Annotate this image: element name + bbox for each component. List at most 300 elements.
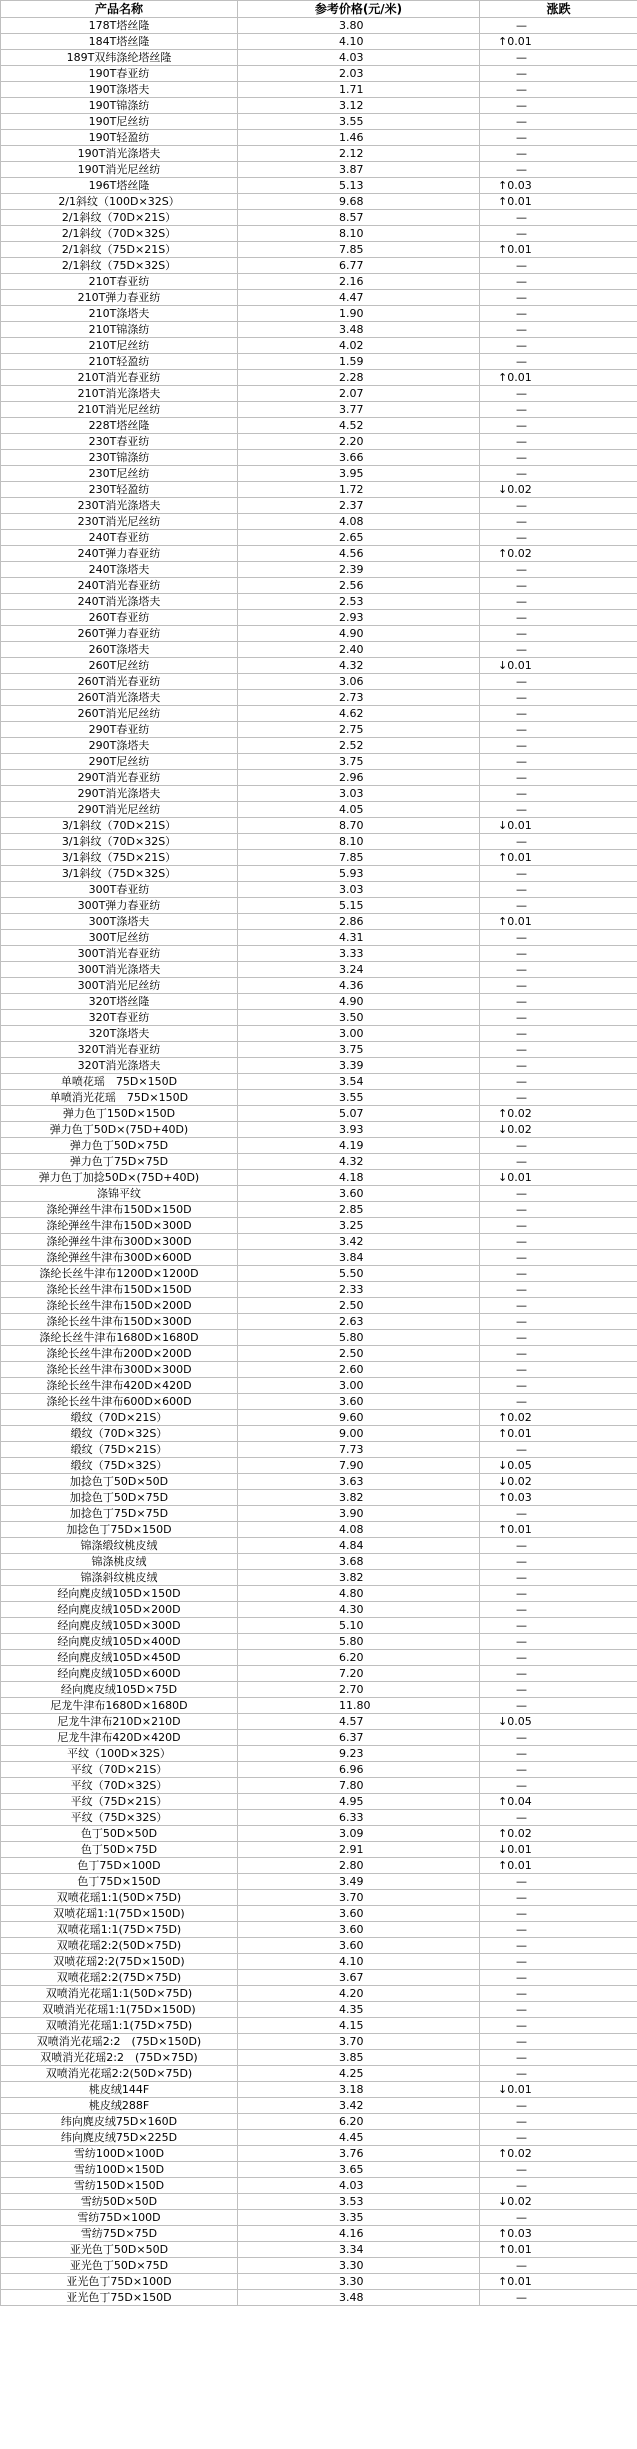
table-row [1,434,637,450]
price-cell: 3.49 [238,1874,480,1890]
product-name-cell: 230T消光尼丝纺 [1,514,238,530]
table-row [1,162,637,178]
change-cell: — [480,754,637,770]
table-row [1,1186,637,1202]
product-name-cell: 双喷花瑶1:1(50D×75D) [1,1890,238,1906]
change-cell: — [480,690,637,706]
price-cell: 4.05 [238,802,480,818]
price-cell: 9.00 [238,1426,480,1442]
change-cell: ↓0.01 [480,1842,637,1858]
price-cell: 4.35 [238,2002,480,2018]
change-cell: — [480,786,637,802]
table-row [1,1874,637,1890]
change-cell: — [480,1314,637,1330]
price-cell: 3.85 [238,2050,480,2066]
change-cell: — [480,274,637,290]
table-row [1,1794,637,1810]
product-name-cell: 196T塔丝隆 [1,178,238,194]
change-cell: — [480,530,637,546]
change-cell: ↑0.01 [480,1522,637,1538]
table-row [1,2146,637,2162]
product-name-cell: 3/1斜纹（75D×21S） [1,850,238,866]
product-name-cell: 加捻色丁75D×150D [1,1522,238,1538]
table-row [1,82,637,98]
price-cell: 8.10 [238,834,480,850]
table-row [1,1474,637,1490]
product-name-cell: 2/1斜纹（75D×21S） [1,242,238,258]
table-row [1,450,637,466]
change-cell: — [480,738,637,754]
price-cell: 3.75 [238,754,480,770]
table-row [1,1202,637,1218]
table-row [1,1650,637,1666]
price-cell: 3.30 [238,2274,480,2290]
table-row [1,146,637,162]
product-name-cell: 300T弹力春亚纺 [1,898,238,914]
change-cell: ↑0.02 [480,1410,637,1426]
product-name-cell: 230T轻盈纺 [1,482,238,498]
product-name-cell: 雪纺75D×75D [1,2226,238,2242]
price-cell: 3.35 [238,2210,480,2226]
change-cell: — [480,2018,637,2034]
table-row [1,818,637,834]
change-cell: — [480,386,637,402]
price-cell: 4.25 [238,2066,480,2082]
table-row [1,1810,637,1826]
price-cell: 7.85 [238,850,480,866]
change-cell: ↓0.02 [480,482,637,498]
table-row [1,1762,637,1778]
price-cell: 9.23 [238,1746,480,1762]
change-cell: — [480,1618,637,1634]
table-row [1,194,637,210]
price-cell: 2.39 [238,562,480,578]
product-name-cell: 单喷消光花瑶 75D×150D [1,1090,238,1106]
table-row [1,2098,637,2114]
price-cell: 3.33 [238,946,480,962]
product-name-cell: 涤纶弹丝牛津布150D×300D [1,1218,238,1234]
table-row [1,98,637,114]
change-cell: — [480,578,637,594]
change-cell: — [480,338,637,354]
price-cell: 4.15 [238,2018,480,2034]
price-cell: 6.33 [238,1810,480,1826]
price-cell: 3.70 [238,1890,480,1906]
table-row [1,1986,637,2002]
product-name-cell: 亚光色丁50D×75D [1,2258,238,2274]
table-row [1,1042,637,1058]
change-cell: — [480,130,637,146]
table-row [1,978,637,994]
price-cell: 3.50 [238,1010,480,1026]
product-name-cell: 300T春亚纺 [1,882,238,898]
price-cell: 3.63 [238,1474,480,1490]
change-cell: — [480,1922,637,1938]
table-row [1,1586,637,1602]
change-cell: — [480,418,637,434]
product-name-cell: 涤纶弹丝牛津布150D×150D [1,1202,238,1218]
price-cell: 4.90 [238,626,480,642]
change-cell: — [480,946,637,962]
product-name-cell: 260T消光涤塔夫 [1,690,238,706]
price-cell: 5.80 [238,1330,480,1346]
change-cell: ↓0.01 [480,818,637,834]
table-row [1,1922,637,1938]
table-row [1,482,637,498]
product-name-cell: 单喷花瑶 75D×150D [1,1074,238,1090]
product-name-cell: 260T尼丝纺 [1,658,238,674]
product-name-cell: 锦涤缎纹桃皮绒 [1,1538,238,1554]
table-row [1,930,637,946]
change-cell: — [480,1074,637,1090]
table-row [1,850,637,866]
change-cell: ↑0.02 [480,1826,637,1842]
table-row [1,610,637,626]
header-change: 涨跌 [480,1,637,18]
product-name-cell: 弹力色丁50D×(75D+40D) [1,1122,238,1138]
table-row [1,1266,637,1282]
price-cell: 4.18 [238,1170,480,1186]
product-name-cell: 平纹（75D×32S） [1,1810,238,1826]
product-name-cell: 320T涤塔夫 [1,1026,238,1042]
change-cell: — [480,1762,637,1778]
change-cell: — [480,770,637,786]
product-name-cell: 尼龙牛津布1680D×1680D [1,1698,238,1714]
change-cell: — [480,2034,637,2050]
change-cell: ↑0.02 [480,1106,637,1122]
product-name-cell: 320T塔丝隆 [1,994,238,1010]
change-cell: — [480,498,637,514]
change-cell: ↓0.01 [480,658,637,674]
price-cell: 4.62 [238,706,480,722]
product-name-cell: 300T消光涤塔夫 [1,962,238,978]
table-row [1,130,637,146]
price-cell: 3.77 [238,402,480,418]
product-name-cell: 双喷消光花瑶2:2 (75D×75D) [1,2050,238,2066]
price-cell: 3.34 [238,2242,480,2258]
product-name-cell: 平纹（100D×32S） [1,1746,238,1762]
product-name-cell: 涤纶长丝牛津布150D×200D [1,1298,238,1314]
product-name-cell: 雪纺100D×150D [1,2162,238,2178]
price-cell: 3.24 [238,962,480,978]
change-cell: ↑0.01 [480,2274,637,2290]
price-cell: 3.60 [238,1394,480,1410]
price-cell: 4.10 [238,34,480,50]
table-row [1,2258,637,2274]
price-cell: 2.70 [238,1682,480,1698]
price-cell: 3.80 [238,18,480,34]
header-reference-price: 参考价格(元/米) [238,1,480,18]
price-cell: 4.19 [238,1138,480,1154]
product-name-cell: 涤锦平纹 [1,1186,238,1202]
price-cell: 3.76 [238,2146,480,2162]
table-row [1,242,637,258]
product-name-cell: 双喷花瑶1:1(75D×75D) [1,1922,238,1938]
change-cell: — [480,1586,637,1602]
price-cell: 3.03 [238,882,480,898]
change-cell: ↑0.01 [480,2242,637,2258]
table-row [1,1954,637,1970]
product-name-cell: 弹力色丁150D×150D [1,1106,238,1122]
table-row [1,706,637,722]
price-cell: 2.53 [238,594,480,610]
table-row [1,1298,637,1314]
table-row [1,2274,637,2290]
price-cell: 2.33 [238,1282,480,1298]
table-row [1,1218,637,1234]
table-row [1,546,637,562]
change-cell: — [480,1970,637,1986]
change-cell: ↑0.01 [480,1858,637,1874]
change-cell: — [480,146,637,162]
price-cell: 3.60 [238,1938,480,1954]
table-row [1,18,637,34]
table-row [1,2290,637,2306]
product-name-cell: 190T春亚纺 [1,66,238,82]
price-cell: 6.96 [238,1762,480,1778]
change-cell: ↑0.01 [480,914,637,930]
table-row [1,1538,637,1554]
price-cell: 6.20 [238,1650,480,1666]
price-cell: 4.08 [238,514,480,530]
table-row [1,514,637,530]
product-name-cell: 亚光色丁50D×50D [1,2242,238,2258]
product-name-cell: 260T消光尼丝纺 [1,706,238,722]
price-cell: 7.20 [238,1666,480,1682]
table-row [1,738,637,754]
change-cell: — [480,1042,637,1058]
product-name-cell: 涤纶长丝牛津布600D×600D [1,1394,238,1410]
product-name-cell: 涤纶弹丝牛津布300D×300D [1,1234,238,1250]
product-name-cell: 经向麂皮绒105D×450D [1,1650,238,1666]
product-name-cell: 雪纺50D×50D [1,2194,238,2210]
product-name-cell: 涤纶长丝牛津布300D×300D [1,1362,238,1378]
change-cell: ↑0.01 [480,370,637,386]
price-cell: 3.09 [238,1826,480,1842]
table-row [1,2242,637,2258]
change-cell: — [480,898,637,914]
product-name-cell: 经向麂皮绒105D×75D [1,1682,238,1698]
table-row [1,1970,637,1986]
price-cell: 4.36 [238,978,480,994]
table-row [1,642,637,658]
price-cell: 4.45 [238,2130,480,2146]
product-name-cell: 189T双纬涤纶塔丝隆 [1,50,238,66]
change-cell: — [480,66,637,82]
table-row [1,722,637,738]
price-cell: 1.59 [238,354,480,370]
table-row [1,1570,637,1586]
change-cell: — [480,1570,637,1586]
product-name-cell: 涤纶长丝牛津布1680D×1680D [1,1330,238,1346]
product-name-cell: 210T消光春亚纺 [1,370,238,386]
price-cell: 3.67 [238,1970,480,1986]
product-name-cell: 色丁75D×150D [1,1874,238,1890]
product-name-cell: 260T涤塔夫 [1,642,238,658]
change-cell: — [480,2178,637,2194]
price-cell: 3.25 [238,1218,480,1234]
table-row [1,1314,637,1330]
table-row [1,1778,637,1794]
product-name-cell: 经向麂皮绒105D×200D [1,1602,238,1618]
product-name-cell: 240T春亚纺 [1,530,238,546]
table-row [1,834,637,850]
price-cell: 11.80 [238,1698,480,1714]
price-cell: 3.48 [238,322,480,338]
table-row [1,1890,637,1906]
product-name-cell: 210T尼丝纺 [1,338,238,354]
product-name-cell: 3/1斜纹（75D×32S） [1,866,238,882]
product-name-cell: 色丁50D×75D [1,1842,238,1858]
change-cell: — [480,2258,637,2274]
price-cell: 1.46 [238,130,480,146]
product-name-cell: 弹力色丁50D×75D [1,1138,238,1154]
product-name-cell: 190T锦涤纺 [1,98,238,114]
change-cell: ↑0.03 [480,2226,637,2242]
table-row [1,370,637,386]
product-name-cell: 240T弹力春亚纺 [1,546,238,562]
product-name-cell: 涤纶长丝牛津布150D×300D [1,1314,238,1330]
table-row [1,578,637,594]
price-cell: 2.60 [238,1362,480,1378]
product-name-cell: 双喷消光花瑶1:1(75D×150D) [1,2002,238,2018]
table-row [1,2178,637,2194]
product-name-cell: 260T消光春亚纺 [1,674,238,690]
price-cell: 3.60 [238,1922,480,1938]
product-name-cell: 190T尼丝纺 [1,114,238,130]
table-row [1,1458,637,1474]
change-cell: — [480,434,637,450]
price-cell: 3.55 [238,1090,480,1106]
product-name-cell: 320T春亚纺 [1,1010,238,1026]
price-cell: 4.10 [238,1954,480,1970]
change-cell: — [480,866,637,882]
product-name-cell: 300T尼丝纺 [1,930,238,946]
table-row [1,2194,637,2210]
table-row [1,1842,637,1858]
price-cell: 3.82 [238,1490,480,1506]
table-row [1,386,637,402]
price-cell: 4.52 [238,418,480,434]
change-cell: — [480,562,637,578]
price-cell: 1.90 [238,306,480,322]
change-cell: ↑0.01 [480,194,637,210]
product-name-cell: 240T消光春亚纺 [1,578,238,594]
product-name-cell: 178T塔丝隆 [1,18,238,34]
product-name-cell: 双喷消光花瑶1:1(50D×75D) [1,1986,238,2002]
change-cell: — [480,994,637,1010]
product-name-cell: 平纹（75D×21S） [1,1794,238,1810]
price-cell: 3.84 [238,1250,480,1266]
product-name-cell: 平纹（70D×21S） [1,1762,238,1778]
product-name-cell: 涤纶弹丝牛津布300D×600D [1,1250,238,1266]
header-product-name: 产品名称 [1,1,238,18]
change-cell: — [480,18,637,34]
change-cell: — [480,802,637,818]
price-cell: 6.77 [238,258,480,274]
table-row [1,898,637,914]
price-cell: 3.39 [238,1058,480,1074]
price-cell: 3.60 [238,1906,480,1922]
price-cell: 7.90 [238,1458,480,1474]
change-cell: — [480,1186,637,1202]
change-cell: ↓0.02 [480,2194,637,2210]
price-cell: 2.73 [238,690,480,706]
change-cell: — [480,882,637,898]
table-row [1,2114,637,2130]
change-cell: — [480,1682,637,1698]
price-cell: 3.42 [238,2098,480,2114]
product-name-cell: 184T塔丝隆 [1,34,238,50]
change-cell: ↓0.05 [480,1714,637,1730]
price-cell: 3.54 [238,1074,480,1090]
table-row [1,2002,637,2018]
product-name-cell: 3/1斜纹（70D×21S） [1,818,238,834]
change-cell: — [480,226,637,242]
price-cell: 2.91 [238,1842,480,1858]
price-cell: 6.37 [238,1730,480,1746]
price-cell: 3.00 [238,1378,480,1394]
price-cell: 4.57 [238,1714,480,1730]
price-cell: 5.50 [238,1266,480,1282]
change-cell: ↓0.02 [480,1474,637,1490]
change-cell: — [480,1986,637,2002]
table-row [1,1506,637,1522]
table-row [1,1938,637,1954]
change-cell: — [480,626,637,642]
price-cell: 8.10 [238,226,480,242]
table-row [1,2210,637,2226]
table-row [1,114,637,130]
price-cell: 3.68 [238,1554,480,1570]
change-cell: — [480,50,637,66]
table-row [1,2066,637,2082]
price-cell: 2.96 [238,770,480,786]
change-cell: — [480,1634,637,1650]
product-name-cell: 加捻色丁75D×75D [1,1506,238,1522]
table-row [1,882,637,898]
change-cell: — [480,1890,637,1906]
price-cell: 4.32 [238,1154,480,1170]
product-name-cell: 190T涤塔夫 [1,82,238,98]
product-name-cell: 240T消光涤塔夫 [1,594,238,610]
price-cell: 4.30 [238,1602,480,1618]
change-cell: ↑0.01 [480,1426,637,1442]
table-row [1,1362,637,1378]
product-name-cell: 双喷花瑶2:2(75D×75D) [1,1970,238,1986]
price-cell: 8.57 [238,210,480,226]
price-cell: 2.50 [238,1298,480,1314]
product-name-cell: 双喷花瑶1:1(75D×150D) [1,1906,238,1922]
table-row [1,1058,637,1074]
table-row [1,1682,637,1698]
price-cell: 2.28 [238,370,480,386]
price-cell: 3.42 [238,1234,480,1250]
price-cell: 2.80 [238,1858,480,1874]
table-row [1,1330,637,1346]
change-cell: ↑0.03 [480,1490,637,1506]
product-name-cell: 尼龙牛津布210D×210D [1,1714,238,1730]
change-cell: — [480,2210,637,2226]
table-row [1,866,637,882]
change-cell: — [480,258,637,274]
change-cell: — [480,1938,637,1954]
price-cell: 3.66 [238,450,480,466]
product-name-cell: 2/1斜纹（100D×32S） [1,194,238,210]
product-name-cell: 锦涤斜纹桃皮绒 [1,1570,238,1586]
change-cell: — [480,402,637,418]
table-row [1,1410,637,1426]
